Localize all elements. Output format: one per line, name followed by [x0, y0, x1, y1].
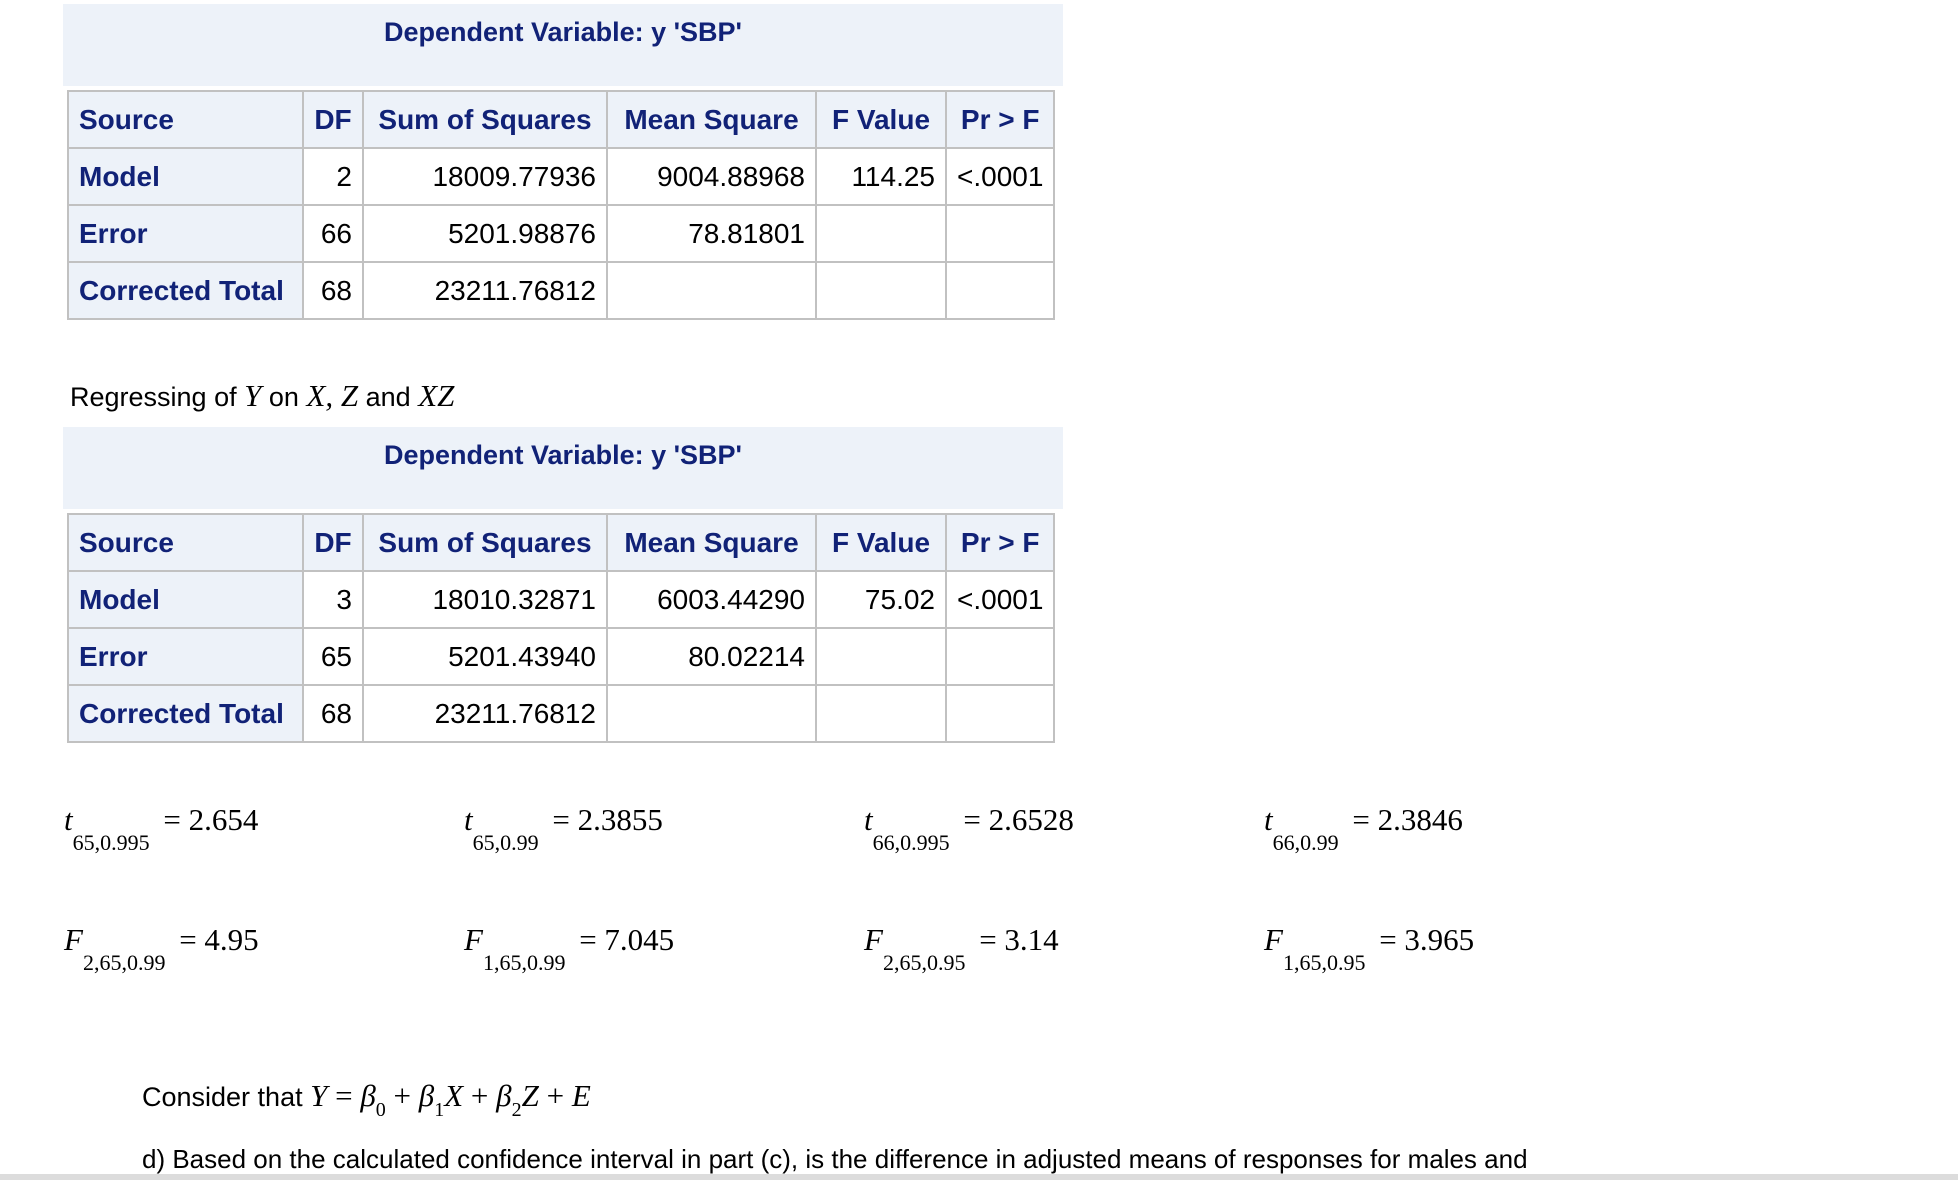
- cell-df: 3: [303, 571, 363, 628]
- subscript: 65,0.995: [72, 830, 150, 855]
- subscript: 2,65,0.95: [882, 950, 966, 975]
- header-row: [68, 91, 1054, 148]
- cell-p: [946, 205, 1054, 262]
- subscript: 1,65,0.95: [1282, 950, 1366, 975]
- subscript: 66,0.99: [1272, 830, 1339, 855]
- table-row: [68, 262, 1054, 319]
- cell-f: [816, 685, 946, 742]
- caption-math: X, Z: [306, 378, 359, 413]
- table-row: [68, 148, 1054, 205]
- symbol: F: [64, 922, 83, 957]
- symbol: F: [1264, 922, 1283, 957]
- table-title: Dependent Variable: y 'SBP': [63, 4, 1063, 86]
- row-label: Error: [68, 628, 303, 685]
- table-row: [68, 571, 1054, 628]
- cell-f: 75.02: [816, 571, 946, 628]
- col-header-f: F Value: [816, 91, 946, 148]
- cell-ss: 5201.43940: [363, 628, 607, 685]
- anova-table-1: [63, 4, 1063, 306]
- cell-ms: 9004.88968: [607, 148, 816, 205]
- cell-ss: 23211.76812: [363, 685, 607, 742]
- caption-text: Regressing of: [70, 382, 237, 412]
- col-header-p: Pr > F: [946, 514, 1054, 571]
- cell-p: [946, 685, 1054, 742]
- row-label: Model: [68, 571, 303, 628]
- model-equation: $Y = \beta_0 + \beta_1X + \beta_2Z + E$: [310, 1078, 591, 1121]
- cell-ms: [607, 685, 816, 742]
- value: 4.95: [204, 922, 259, 957]
- caption-math: Y: [244, 378, 262, 413]
- subscript: 1,65,0.99: [482, 950, 566, 975]
- symbol: t: [64, 802, 73, 837]
- cell-f: [816, 262, 946, 319]
- page-bottom-edge: [0, 1174, 1958, 1180]
- col-header-df: DF: [303, 91, 363, 148]
- cell-f: 114.25: [816, 148, 946, 205]
- cell-ss: 23211.76812: [363, 262, 607, 319]
- question-part-d: d) Based on the calculated confidence interval in part (c), is the difference in adjusted means of responses for males and: [142, 1144, 1528, 1174]
- cell-df: 66: [303, 205, 363, 262]
- cell-p: <.0001: [946, 148, 1054, 205]
- header-row: [68, 514, 1054, 571]
- cell-ss: 5201.98876: [363, 205, 607, 262]
- symbol: F: [464, 922, 483, 957]
- col-header-ss: Sum of Squares: [363, 514, 607, 571]
- cell-ms: 78.81801: [607, 205, 816, 262]
- anova-grid: [67, 513, 1055, 743]
- cell-p: <.0001: [946, 571, 1054, 628]
- cell-ss: 18010.32871: [363, 571, 607, 628]
- row-label: Corrected Total: [68, 262, 303, 319]
- col-header-source: Source: [68, 514, 303, 571]
- critical-value: $t_{65,0.995} = 2.654$: [64, 802, 259, 855]
- table-row: [68, 205, 1054, 262]
- critical-value: $F_{2,65,0.99} = 4.95$: [64, 922, 259, 975]
- caption-math: XZ: [418, 378, 455, 413]
- critical-value: $F_{1,65,0.95} = 3.965$: [1264, 922, 1475, 975]
- cell-ms: 80.02214: [607, 628, 816, 685]
- cell-p: [946, 628, 1054, 685]
- anova-table-2: [63, 427, 1063, 729]
- subscript: 66,0.995: [872, 830, 950, 855]
- cell-f: [816, 205, 946, 262]
- symbol: t: [1264, 802, 1273, 837]
- critical-value: $F_{1,65,0.99} = 7.045$: [464, 922, 675, 975]
- table-row: [68, 628, 1054, 685]
- col-header-ms: Mean Square: [607, 91, 816, 148]
- value: 3.14: [1004, 922, 1059, 957]
- model-statement: [142, 1078, 591, 1121]
- value: 3.965: [1404, 922, 1475, 957]
- cell-p: [946, 262, 1054, 319]
- value: 7.045: [604, 922, 675, 957]
- caption-text: on: [268, 382, 299, 412]
- col-header-f: F Value: [816, 514, 946, 571]
- col-header-ss: Sum of Squares: [363, 91, 607, 148]
- value: 2.6528: [988, 802, 1074, 837]
- row-label: Error: [68, 205, 303, 262]
- value: 2.3855: [577, 802, 663, 837]
- symbol: t: [864, 802, 873, 837]
- cell-df: 65: [303, 628, 363, 685]
- critical-value: $F_{2,65,0.95} = 3.14$: [864, 922, 1059, 975]
- critical-value: $t_{66,0.995} = 2.6528$: [864, 802, 1074, 855]
- col-header-source: Source: [68, 91, 303, 148]
- col-header-df: DF: [303, 514, 363, 571]
- cell-df: 2: [303, 148, 363, 205]
- caption-text: and: [365, 382, 411, 412]
- anova-grid: [67, 90, 1055, 320]
- value: 2.3846: [1377, 802, 1463, 837]
- table-row: [68, 685, 1054, 742]
- cell-df: 68: [303, 685, 363, 742]
- symbol: F: [864, 922, 883, 957]
- model-lead-text: Consider that: [142, 1082, 303, 1112]
- table-title: Dependent Variable: y 'SBP': [63, 427, 1063, 509]
- subscript: 65,0.99: [472, 830, 539, 855]
- cell-ss: 18009.77936: [363, 148, 607, 205]
- col-header-p: Pr > F: [946, 91, 1054, 148]
- critical-value: $t_{66,0.99} = 2.3846$: [1264, 802, 1463, 855]
- cell-ms: [607, 262, 816, 319]
- col-header-ms: Mean Square: [607, 514, 816, 571]
- symbol: t: [464, 802, 473, 837]
- cell-f: [816, 628, 946, 685]
- value: 2.654: [188, 802, 259, 837]
- subscript: 2,65,0.99: [82, 950, 166, 975]
- row-label: Corrected Total: [68, 685, 303, 742]
- cell-ms: 6003.44290: [607, 571, 816, 628]
- row-label: Model: [68, 148, 303, 205]
- critical-value: $t_{65,0.99} = 2.3855$: [464, 802, 663, 855]
- regression-caption: [70, 378, 454, 414]
- cell-df: 68: [303, 262, 363, 319]
